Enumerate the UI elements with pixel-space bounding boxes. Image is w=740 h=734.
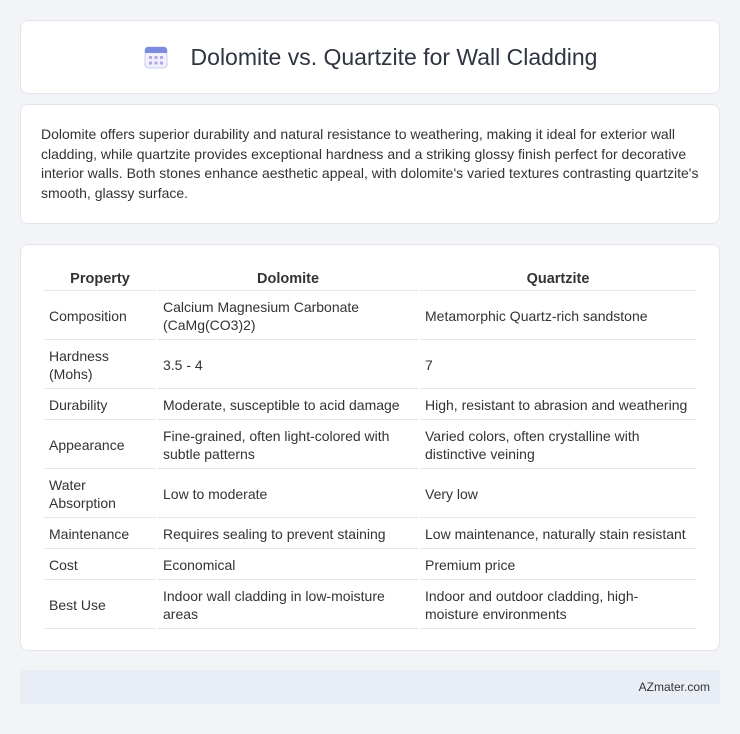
table-cell-dolomite: Economical (158, 551, 418, 580)
table-header-row (44, 265, 696, 291)
table-cell-property: Water Absorption (44, 471, 156, 518)
table-cell-dolomite: Calcium Magnesium Carbonate (CaMg(CO3)2) (158, 293, 418, 340)
table-row (44, 551, 696, 580)
header-property: Property (44, 265, 156, 291)
table-row (44, 520, 696, 549)
table-cell-quartzite: Low maintenance, naturally stain resistant (420, 520, 696, 549)
table-cell-quartzite: Indoor and outdoor cladding, high-moisture environments (420, 582, 696, 629)
table-cell-property: Composition (44, 293, 156, 340)
table-cell-property: Cost (44, 551, 156, 580)
table-cell-dolomite: Indoor wall cladding in low-moisture areas (158, 582, 418, 629)
table-row (44, 293, 696, 340)
table-cell-dolomite: Moderate, susceptible to acid damage (158, 391, 418, 420)
calendar-icon (143, 44, 169, 70)
table-cell-property: Best Use (44, 582, 156, 629)
table-cell-quartzite: Premium price (420, 551, 696, 580)
table-cell-dolomite: Fine-grained, often light-colored with subtle patterns (158, 422, 418, 469)
table-cell-property: Maintenance (44, 520, 156, 549)
title-card (20, 20, 720, 94)
page-title (143, 44, 598, 71)
table-cell-dolomite: 3.5 - 4 (158, 342, 418, 389)
footer (20, 670, 720, 704)
header-quartzite: Quartzite (420, 265, 696, 291)
header-dolomite: Dolomite (158, 265, 418, 291)
description-text: Dolomite offers superior durability and natural resistance to weathering, making it ideal for exterior wall cladding, while quartzite provides exceptional hardness and a striking glossy finish perfect for decorative interior walls. Both stones enhance aesthetic appeal, with dolomite's varied textures contrasting quartzite's smooth, glassy surface. (41, 126, 699, 201)
table-cell-property: Appearance (44, 422, 156, 469)
footer-site-link[interactable]: AZmater.com (638, 680, 710, 694)
table-cell-quartzite: Very low (420, 471, 696, 518)
comparison-table-card (20, 244, 720, 651)
table-cell-quartzite: Metamorphic Quartz-rich sandstone (420, 293, 696, 340)
table-cell-quartzite: High, resistant to abrasion and weathering (420, 391, 696, 420)
table-cell-quartzite: Varied colors, often crystalline with distinctive veining (420, 422, 696, 469)
table-row (44, 391, 696, 420)
table-row (44, 342, 696, 389)
table-cell-dolomite: Requires sealing to prevent staining (158, 520, 418, 549)
table-cell-quartzite: 7 (420, 342, 696, 389)
description-card (20, 104, 720, 224)
page-title-text: Dolomite vs. Quartzite for Wall Cladding (190, 43, 598, 70)
table-cell-property: Durability (44, 391, 156, 420)
table-cell-property: Hardness (Mohs) (44, 342, 156, 389)
table-row (44, 471, 696, 518)
table-row (44, 582, 696, 629)
table-cell-dolomite: Low to moderate (158, 471, 418, 518)
table-row (44, 422, 696, 469)
comparison-table (42, 263, 698, 631)
